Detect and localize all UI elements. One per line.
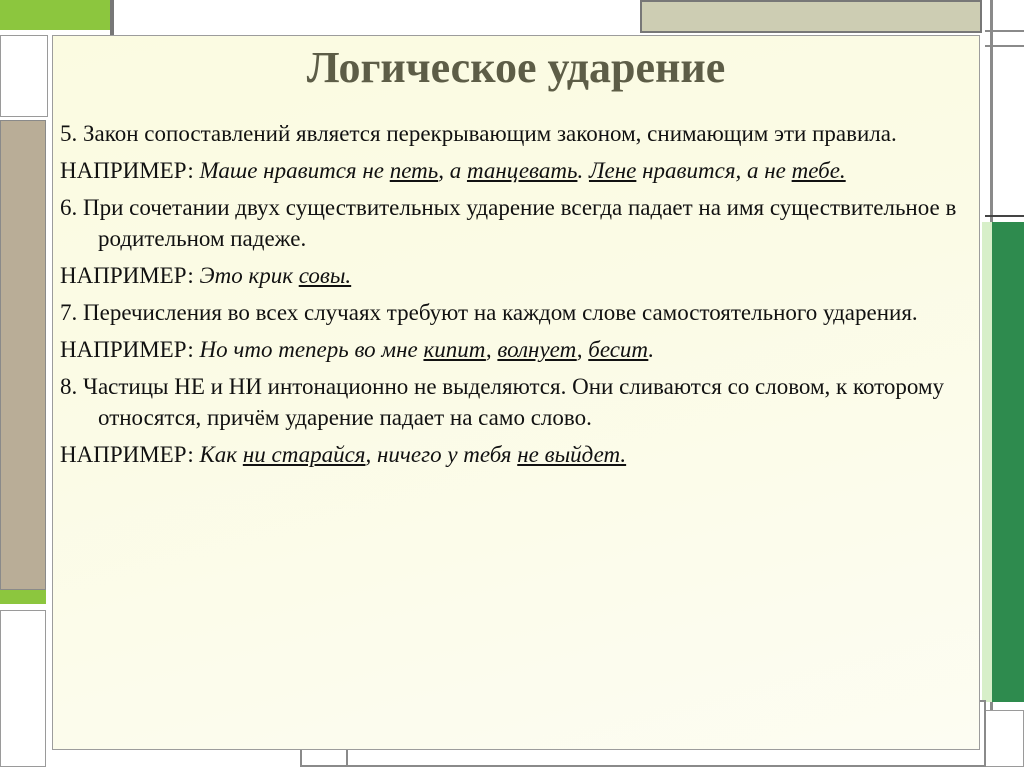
decor-left-tan-block xyxy=(0,120,46,590)
example-text: нравится, а не xyxy=(636,158,792,183)
rule-paragraph: 7. Перечисления во всех случаях требуют на каждом слове самостоятельного ударения. xyxy=(60,300,918,325)
example-text: , xyxy=(485,337,498,362)
decor-left-green-strip xyxy=(0,590,46,604)
decor-right-hline-1 xyxy=(985,30,1024,32)
stressed-word: Лене xyxy=(588,158,637,183)
rule-paragraph: 8. Частицы НЕ и НИ интонационно не выделяются. Они сливаются со словом, к которому относятся, причём ударение падает на само слово. xyxy=(60,374,945,430)
example-label: НАПРИМЕР: xyxy=(60,158,194,183)
rule-paragraph: 5. Закон сопоставлений является перекрывающим законом, снимающим эти правила. xyxy=(60,121,897,146)
example-label: НАПРИМЕР: xyxy=(60,263,194,288)
example-text: , ничего у тебя xyxy=(365,442,518,467)
decor-top-divider xyxy=(110,0,114,35)
decor-right-hline-2 xyxy=(985,45,1024,47)
decor-top-left-box xyxy=(0,35,48,117)
example-text: Но что теперь во мне xyxy=(199,337,424,362)
decor-right-hline-3 xyxy=(985,215,1024,217)
stressed-word: танцевать xyxy=(466,158,578,183)
example-text: Как xyxy=(199,442,243,467)
example-paragraph xyxy=(60,334,975,365)
example-text: Маше нравится не xyxy=(199,158,390,183)
decor-right-bottom-box xyxy=(982,710,1024,767)
stressed-word: бесит xyxy=(588,337,649,362)
decor-right-light-green xyxy=(982,222,992,702)
slide-title: Логическое ударение xyxy=(306,43,726,92)
decor-bottom-vline xyxy=(346,750,348,767)
example-text: , а xyxy=(438,158,467,183)
example-label: НАПРИМЕР: xyxy=(60,337,194,362)
example-text: . xyxy=(648,337,655,362)
stressed-word: ни старайся xyxy=(242,442,366,467)
decor-left-bottom-box xyxy=(0,610,46,767)
rule-paragraph: 6. При сочетании двух существительных ударение всегда падает на имя существительное в родительном падеже. xyxy=(60,195,957,251)
example-text: Это крик xyxy=(199,263,299,288)
example-text: , xyxy=(576,337,589,362)
stressed-word: совы. xyxy=(298,263,352,288)
example-text: . xyxy=(577,158,589,183)
stressed-word: тебе. xyxy=(791,158,846,183)
stressed-word: не выйдет. xyxy=(517,442,627,467)
decor-olive-block xyxy=(640,0,982,33)
stressed-word: петь xyxy=(389,158,439,183)
stressed-word: волнует xyxy=(497,337,577,362)
slide-content xyxy=(60,118,975,476)
decor-green-block xyxy=(0,0,110,30)
example-paragraph xyxy=(60,155,975,186)
example-paragraph xyxy=(60,260,975,291)
example-label: НАПРИМЕР: xyxy=(60,442,194,467)
stressed-word: кипит xyxy=(423,337,486,362)
example-paragraph xyxy=(60,439,975,470)
